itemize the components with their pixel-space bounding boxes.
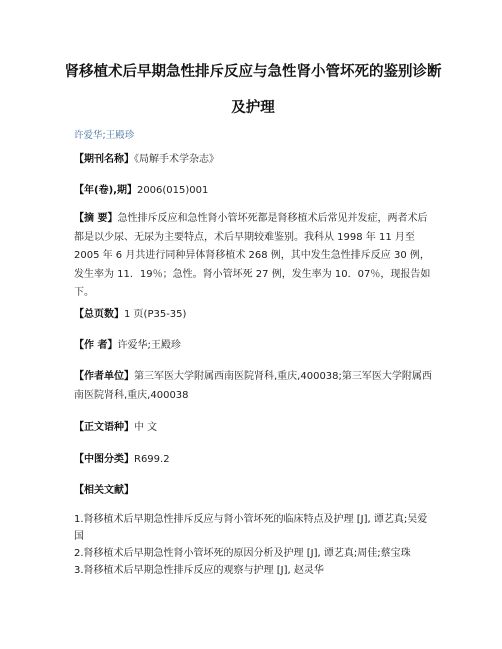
references-label: 【相关文献】 [74,485,134,496]
affiliation-value: 第三军医大学附属西南医院肾科,重庆,400038;第三军医大学附属西南医院肾科,重庆,400038 [74,371,432,401]
journal-label: 【期刊名称】 [74,154,134,165]
references-list [74,511,436,579]
abstract-field [74,210,434,303]
affiliation-label: 【作者单位】 [74,371,134,382]
year-label: 【年(卷),期】 [74,185,137,196]
abstract-label: 【摘 要】 [74,213,118,224]
document-title: 肾移植术后早期急性排斥反应与急性肾小管坏死的鉴别诊断及护理 [64,64,442,116]
year-value: 2006(015)001 [136,185,209,196]
author-links[interactable]: 许爱华;王殿珍 [74,130,135,141]
affiliation-field [74,368,434,405]
pages-field [74,305,434,324]
author-label: 【作 者】 [74,340,118,351]
classification-field [74,450,434,469]
language-label: 【正文语种】 [74,422,134,433]
journal-field [74,150,434,169]
reference-item[interactable]: 1.肾移植术后早期急性排斥反应与肾小管坏死的临床特点及护理 [J], 谭艺真;吴爱国 [74,514,428,542]
reference-item[interactable]: 2.肾移植术后早期急性肾小管坏死的原因分析及护理 [J], 谭艺真;周佳;蔡宝珠 [74,548,411,559]
language-field [74,418,434,437]
author-value: 许爱华;王殿珍 [117,340,181,351]
author-field [74,336,434,355]
pages-value: 1 页(P35-35) [124,309,187,320]
references-heading-field [74,481,434,500]
pages-label: 【总页数】 [74,309,124,320]
reference-item[interactable]: 3.肾移植术后早期急性排斥反应的观察与护理 [J], 赵灵华 [74,565,324,576]
language-value: 中 文 [134,422,158,433]
abstract-value: 急性排斥反应和急性肾小管坏死都是肾移植术后常见并发症，两者术后都是以少尿、无尿为主要特点，术后早期较难鉴别。我科从 1998 年 11 月至 2005 年 6 月共进行同种异体肾移植术 268 例，其中发生急性排斥反应 30 例，发生率为 11．19％；急性。肾小管坏死 27 例，发生率为 10．07％，现报告如下。 [74,213,431,298]
classification-label: 【中图分类】 [74,454,134,465]
year-field [74,181,434,200]
journal-value: 《局解手术学杂志》 [134,154,219,165]
classification-value: R699.2 [134,454,170,465]
